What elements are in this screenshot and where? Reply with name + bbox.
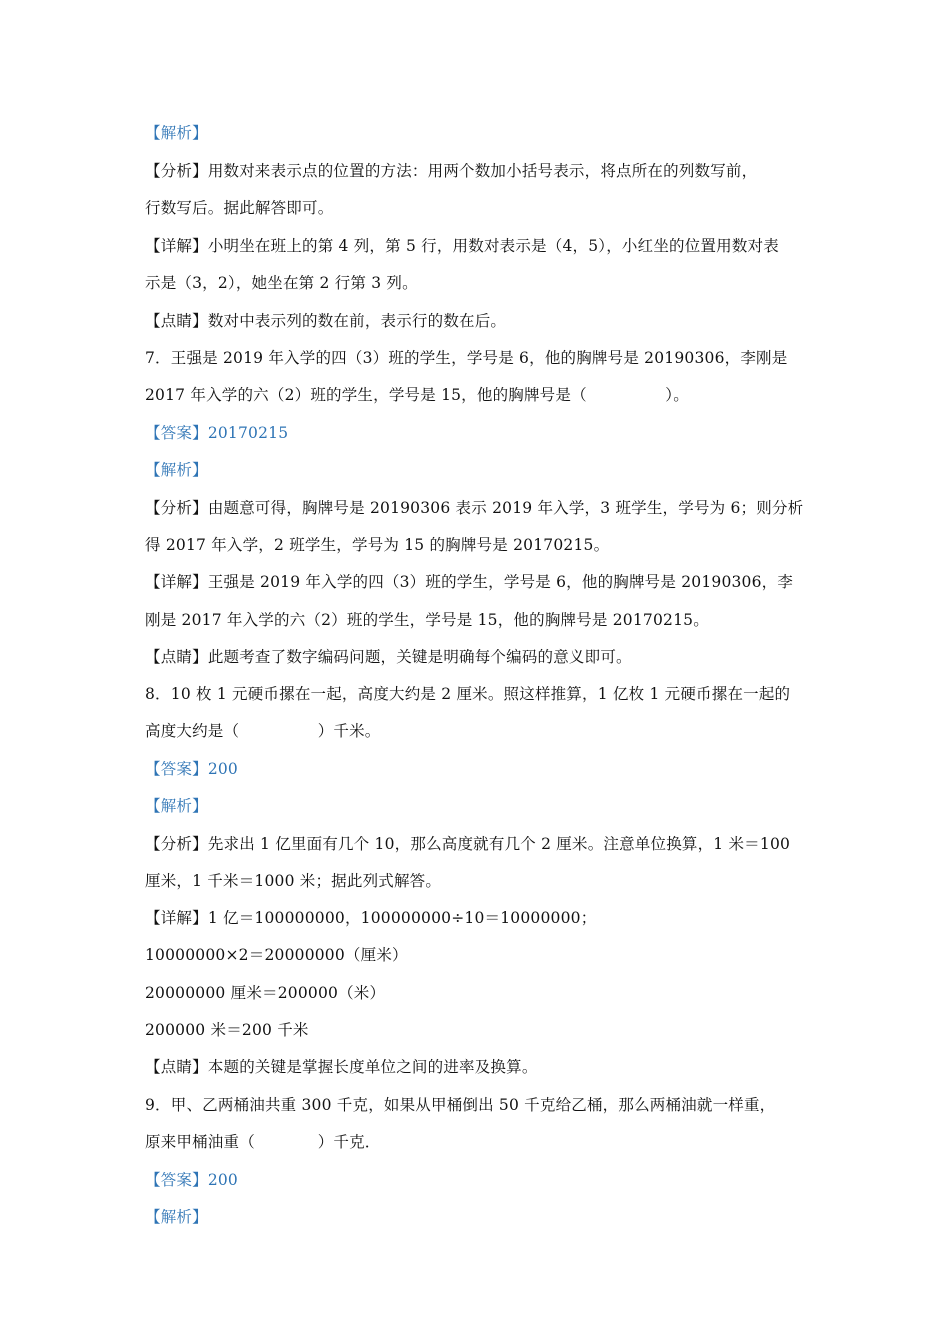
section-tag: 【详解】 [145, 237, 208, 255]
line-text: 厘米，1 千米＝1000 米；据此列式解答。 [145, 872, 442, 890]
doc-line [145, 122, 815, 144]
doc-line [145, 982, 815, 1004]
line-text: 行数写后。据此解答即可。 [145, 199, 334, 217]
doc-line [145, 646, 815, 668]
section-tag: 【解析】 [145, 1208, 208, 1226]
line-text: 2017 年入学的六（2）班的学生，学号是 15，他的胸牌号是（ ）。 [145, 386, 689, 404]
line-text: 7．王强是 2019 年入学的四（3）班的学生，学号是 6，他的胸牌号是 20190306，李刚是 [145, 349, 788, 367]
doc-line [145, 197, 815, 219]
section-tag: 【解析】 [145, 124, 208, 142]
doc-line [145, 272, 815, 294]
line-text: 200000 米＝200 千米 [145, 1021, 309, 1039]
doc-line [145, 833, 815, 855]
section-tag: 【答案】 [145, 760, 208, 778]
doc-line [145, 1019, 815, 1041]
doc-line [145, 1056, 815, 1078]
section-tag: 【点睛】 [145, 1058, 208, 1076]
line-text: 8．10 枚 1 元硬币摞在一起，高度大约是 2 厘米。照这样推算，1 亿枚 1 元硬币摞在一起的 [145, 685, 791, 703]
doc-line [145, 310, 815, 332]
doc-line [145, 534, 815, 556]
doc-line [145, 571, 815, 593]
line-text: 1 亿＝100000000，100000000÷10＝10000000； [207, 909, 597, 927]
section-tag: 【详解】 [145, 573, 208, 591]
doc-line [145, 870, 815, 892]
question-line [145, 1131, 815, 1153]
section-tag: 【答案】 [145, 1171, 208, 1189]
line-text: 本题的关键是掌握长度单位之间的进率及换算。 [207, 1058, 538, 1076]
section-tag: 【分析】 [145, 499, 208, 517]
doc-line [145, 795, 815, 817]
doc-line [145, 497, 815, 519]
line-text: 此题考查了数字编码问题，关键是明确每个编码的意义即可。 [207, 648, 632, 666]
doc-line [145, 235, 815, 257]
line-text: 20000000 厘米＝200000（米） [145, 984, 386, 1002]
line-text: 原来甲桶油重（ ）千克． [145, 1133, 381, 1151]
line-text: 200 [207, 760, 238, 778]
doc-line [145, 907, 815, 929]
doc-line [145, 160, 815, 182]
line-text: 先求出 1 亿里面有几个 10，那么高度就有几个 2 厘米。注意单位换算，1 米＝100 [207, 835, 791, 853]
doc-line [145, 1169, 815, 1191]
line-text: 数对中表示列的数在前，表示行的数在后。 [207, 312, 507, 330]
line-text: 得 2017 年入学，2 班学生，学号为 15 的胸牌号是 20170215。 [145, 536, 610, 554]
section-tag: 【解析】 [145, 461, 208, 479]
section-tag: 【解析】 [145, 797, 208, 815]
line-text: 20170215 [207, 424, 289, 442]
line-text: 用数对来表示点的位置的方法：用两个数加小括号表示，将点所在的列数写前， [207, 162, 758, 180]
line-text: 小明坐在班上的第 4 列，第 5 行，用数对表示是（4，5），小红坐的位置用数对表 [207, 237, 779, 255]
doc-line [145, 459, 815, 481]
section-tag: 【分析】 [145, 162, 208, 180]
section-tag: 【分析】 [145, 835, 208, 853]
doc-line [145, 944, 815, 966]
line-text: 200 [207, 1171, 238, 1189]
section-tag: 【详解】 [145, 909, 208, 927]
line-text: 刚是 2017 年入学的六（2）班的学生，学号是 15，他的胸牌号是 20170215。 [145, 611, 709, 629]
question-line [145, 384, 815, 406]
question-line [145, 1094, 815, 1116]
doc-line [145, 422, 815, 444]
line-text: 高度大约是（ ）千米。 [145, 722, 381, 740]
line-text: 10000000×2＝20000000（厘米） [145, 946, 408, 964]
line-text: 由题意可得，胸牌号是 20190306 表示 2019 年入学，3 班学生，学号为 6；则分析 [207, 499, 804, 517]
doc-line [145, 609, 815, 631]
doc-line [145, 1206, 815, 1228]
question-line [145, 683, 815, 705]
question-line [145, 347, 815, 369]
line-text: 示是（3，2），她坐在第 2 行第 3 列。 [145, 274, 418, 292]
section-tag: 【点睛】 [145, 312, 208, 330]
doc-line [145, 758, 815, 780]
section-tag: 【点睛】 [145, 648, 208, 666]
line-text: 9．甲、乙两桶油共重 300 千克，如果从甲桶倒出 50 千克给乙桶，那么两桶油就一样重， [145, 1096, 776, 1114]
section-tag: 【答案】 [145, 424, 208, 442]
line-text: 王强是 2019 年入学的四（3）班的学生，学号是 6，他的胸牌号是 20190306，李 [207, 573, 794, 591]
question-line [145, 720, 815, 742]
